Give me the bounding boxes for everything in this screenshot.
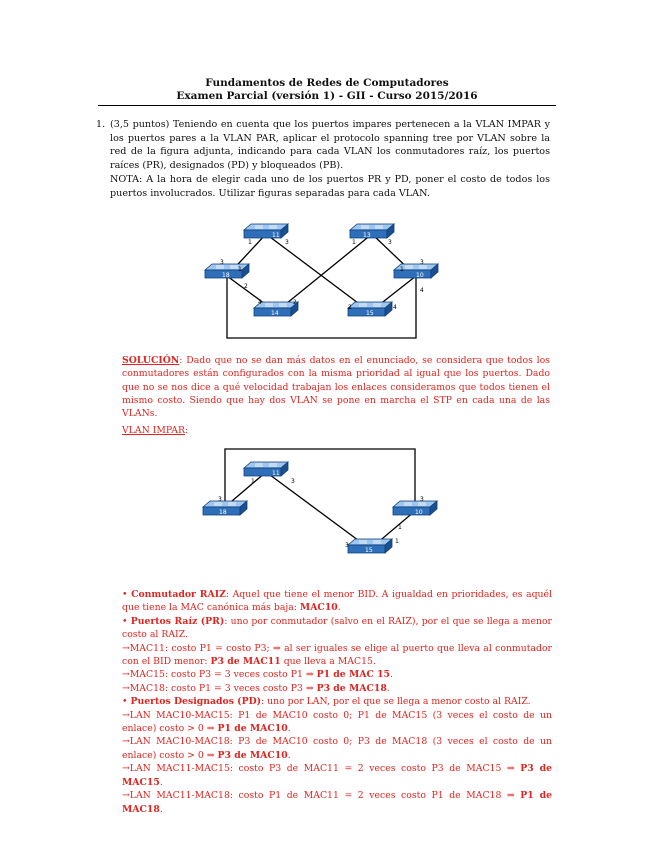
line-result: P3 de MAC18 — [316, 682, 387, 694]
line-result: P3 de MAC10 — [217, 749, 288, 761]
question-text — [96, 118, 550, 172]
line-text: →LAN MAC10-MAC18: P3 de MAC10 costo 0; P3 de MAC18 (3 veces el costo de un enlace) costo > 0 ⇒ — [122, 736, 552, 761]
port-label: 3 — [220, 259, 224, 266]
line-text: →LAN MAC11-MAC18: costo P1 de MAC11 = 2 veces costo P1 de MAC18 ⇒ — [122, 790, 521, 802]
switch-18 — [205, 264, 249, 279]
solution-intro — [122, 354, 550, 420]
port-label: 3 — [285, 239, 289, 246]
port-label: 4 — [393, 304, 397, 311]
links — [227, 234, 416, 338]
question-body: (3,5 puntos) Teniendo en cuenta que los puertos impares pertenecen a la VLAN IMPAR y los puertos pares a la VLAN PAR, aplicar el protocolo spanning tree por VLAN sobre la red de la figura adjunta, indicando para cada VLAN los conmutadores raíz, los puertos raíces (PR), designados (PD) y bloqueados (PB). — [110, 119, 550, 171]
port-label: 2 — [293, 299, 297, 306]
port-label: 1 — [248, 239, 252, 246]
answer-block — [122, 588, 552, 816]
switch-11-label: 11 — [272, 470, 280, 477]
port-label: 1 — [395, 538, 399, 545]
switch-15-label: 15 — [366, 310, 374, 317]
line-text: . — [386, 682, 390, 694]
root-switch-label: Conmutador RAIZ — [131, 589, 226, 600]
designated-ports-label: Puertos Designados (PD) — [130, 696, 262, 708]
switch-10-label: 10 — [416, 272, 424, 279]
port-label: 3 — [420, 496, 424, 503]
root-switch-paragraph — [122, 588, 552, 615]
switch-13 — [350, 224, 394, 239]
header-subtitle: Examen Parcial (versión 1) - GII - Curso 2015/2016 — [176, 90, 478, 102]
vlan-heading — [122, 424, 550, 437]
switch-15 — [348, 539, 392, 554]
root-ports-paragraph — [122, 615, 552, 642]
port-label: 3 — [291, 478, 295, 485]
vlan-colon: : — [185, 425, 189, 436]
root-switch-value: MAC10 — [299, 602, 338, 614]
solution-text: Dado que no se dan más datos en el enunciado, se considera que todos los conmutadores están configurados con la misma prioridad al igual que los puertos. Dado que no se nos dice a qué velocidad trabajan los enlaces consideramos que todos tienen el mismo costo. Siendo que hay dos VLAN se pone en marcha el STP en cada una de las VLANs. — [122, 355, 550, 420]
line-text: que lleva a MAC15. — [280, 656, 376, 668]
port-label: 2 — [244, 283, 248, 290]
port-label: 1 — [352, 239, 356, 246]
line-text: →LAN MAC11-MAC15: costo P3 de MAC11 = 2 veces costo P3 de MAC15 ⇒ — [122, 763, 521, 775]
line-text: . — [287, 749, 291, 761]
port-label: 1 — [251, 478, 255, 485]
switch-10-label: 10 — [415, 509, 423, 516]
question-note: NOTA: A la hora de elegir cada uno de los puertos PR y PD, poner el costo de todos los puertos involucrados. Utilizar figuras separadas para cada VLAN. — [110, 174, 550, 199]
switch-18-label: 18 — [222, 272, 230, 279]
switch-15 — [348, 302, 392, 317]
line-text: . — [390, 669, 393, 681]
network-figure-2 — [198, 445, 448, 570]
switch-10 — [393, 501, 437, 516]
port-label: 1 — [398, 524, 402, 531]
bullet: • — [122, 589, 128, 600]
line-text: →MAC11: costo P1 = costo P3; ⇒ al ser iguales se elige al puerto que lleva al conmutador con el BID menor: — [122, 642, 552, 668]
root-port-line — [122, 642, 552, 669]
line-text: . — [287, 723, 291, 735]
designated-port-line — [122, 762, 552, 789]
port-label: 4 — [420, 287, 424, 294]
line-result: P1 de MAC10 — [217, 723, 288, 735]
designated-port-line — [122, 789, 552, 816]
switch-11-label: 11 — [272, 232, 280, 239]
question-number: 1. — [96, 119, 106, 130]
root-port-line — [122, 668, 552, 681]
vlan-title: VLAN IMPAR — [122, 425, 185, 436]
designated-port-line — [122, 735, 552, 762]
root-port-line — [122, 682, 552, 695]
solution-title: SOLUCIÓN — [122, 355, 180, 366]
line-text: →LAN MAC10-MAC15: P1 de MAC10 costo 0; P1 de MAC15 (3 veces el costo de un enlace) costo > 0 ⇒ — [122, 709, 552, 735]
switch-11 — [244, 224, 288, 239]
port-label: 1 — [238, 266, 242, 273]
header-title: Fundamentos de Redes de Computadores — [205, 77, 449, 89]
line-result: P3 de MAC11 — [210, 656, 281, 668]
port-label: 3 — [420, 259, 424, 266]
line-result: P1 de MAC 15 — [316, 669, 391, 681]
line-text: . — [159, 776, 163, 788]
designated-ports-paragraph — [122, 695, 552, 708]
root-ports-text: : uno por conmutador (salvo en el RAIZ), por el que se llega a menor costo al RAIZ. — [122, 615, 552, 641]
line-result: P3 de MAC15 — [122, 763, 552, 788]
root-switch-text: : Aquel que tiene el menor BID. A igualdad en prioridades, es aquél que tiene la MAC canónica más baja: — [122, 589, 552, 614]
line-text: . — [159, 803, 163, 815]
designated-ports-text: : uno por LAN, por el que se llega a menor costo al RAIZ. — [261, 696, 531, 708]
switch-18 — [203, 501, 247, 516]
switch-18-label: 18 — [219, 509, 227, 516]
port-label: 2 — [348, 304, 352, 311]
port-label: 3 — [218, 496, 222, 503]
bullet: • — [122, 615, 128, 627]
port-label: 1 — [400, 266, 404, 273]
root-ports-label: Puertos Raíz (PR) — [130, 615, 225, 627]
solution-colon: : — [179, 355, 183, 366]
line-result: P1 de MAC18 — [122, 790, 552, 815]
network-figure-1 — [200, 212, 440, 342]
punct: . — [337, 602, 341, 614]
switch-13-label: 13 — [363, 232, 371, 239]
bullet: • — [122, 696, 128, 708]
switch-15-label: 15 — [365, 547, 373, 554]
switch-11 — [244, 462, 288, 477]
designated-port-line — [122, 709, 552, 736]
header-rule — [98, 105, 556, 106]
line-text: →MAC18: costo P1 = 3 veces costo P3 ⇒ — [122, 682, 317, 694]
port-label: 3 — [345, 542, 349, 549]
line-text: →MAC15: costo P3 = 3 veces costo P1 ⇒ — [122, 669, 317, 681]
port-label: 4 — [258, 299, 262, 306]
port-label: 3 — [388, 239, 392, 246]
switch-14-label: 14 — [271, 310, 279, 317]
